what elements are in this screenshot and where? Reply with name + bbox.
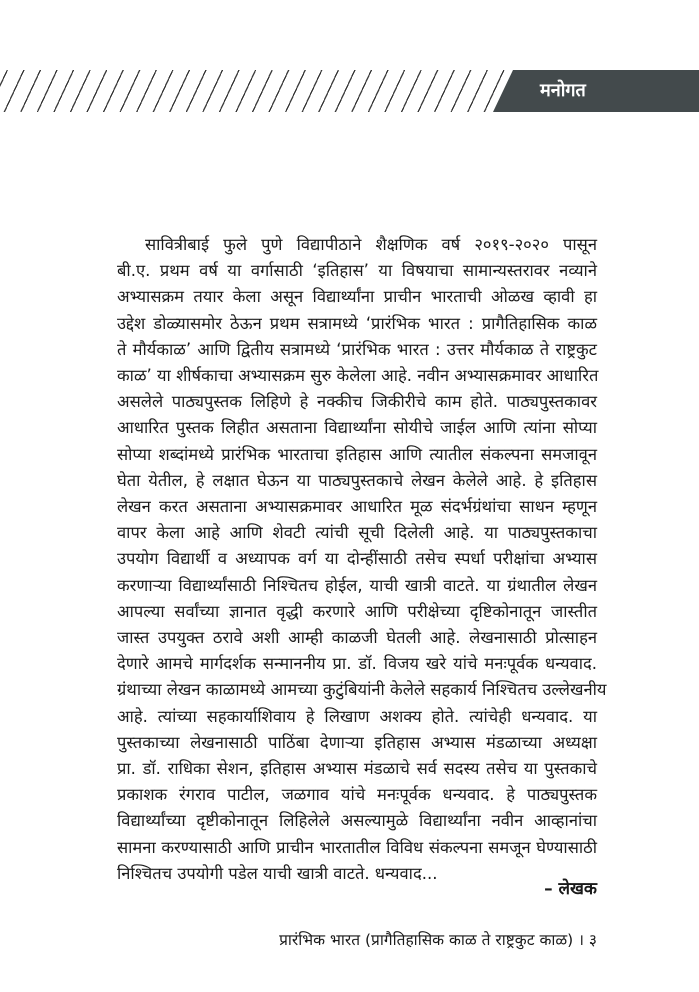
decorative-stripes: [0, 70, 520, 112]
paragraph-line: उद्देश डोळ्यासमोर ठेऊन प्रथम सत्रामध्ये ‘प्रारंभिक भारत : प्रागैतिहासिक काळ: [117, 313, 597, 333]
paragraph-line: प्रा. डॉ. राधिका सेशन, इतिहास अभ्यास मंडळाचे सर्व सदस्य तसेच या पुस्तकाचे: [117, 759, 597, 779]
paragraph-line: आधारित पुस्तक लिहीत असताना विद्यार्थ्यांना सोयीचे जाईल आणि त्यांना सोप्या: [117, 418, 597, 438]
paragraph-line: बी.ए. प्रथम वर्ष या वर्गासाठी ‘इतिहास’ या विषयाचा सामान्यस्तरावर नव्याने: [117, 261, 597, 281]
paragraph-line: ते मौर्यकाळ’ आणि द्वितीय सत्रामध्ये ‘प्रारंभिक भारत : उत्तर मौर्यकाळ ते राष्ट्रकुट: [117, 339, 597, 359]
paragraph-line: पुस्तकाच्या लेखनासाठी पाठिंबा देणाऱ्या इतिहास अभ्यास मंडळाच्या अध्यक्षा: [117, 732, 597, 752]
paragraph-line: करणाऱ्या विद्यार्थ्यांसाठी निश्चितच होईल, याची खात्री वाटते. या ग्रंथातील लेखन: [117, 575, 597, 595]
paragraph-line: आपल्या सर्वांच्या ज्ञानात वृद्धी करणारे आणि परीक्षेच्या दृष्टिकोनातून जास्तीत: [117, 601, 597, 621]
page-footer: प्रारंभिक भारत (प्रागैतिहासिक काळ ते राष्ट्रकुट काळ) । ३: [279, 931, 597, 949]
paragraph-line: अभ्यासक्रम तयार केला असून विद्यार्थ्यांना प्राचीन भारताची ओळख व्हावी हा: [117, 287, 597, 307]
paragraph-line: सावित्रीबाई फुले पुणे विद्यापीठाने शैक्षणिक वर्ष २०१९-२०२० पासून: [145, 235, 597, 254]
paragraph-line: उपयोग विद्यार्थी व अध्यापक वर्ग या दोन्हींसाठी तसेच स्पर्धा परीक्षांचा अभ्यास: [117, 549, 597, 569]
paragraph-line: वापर केला आहे आणि शेवटी त्यांची सूची दिलेली आहे. या पाठ्यपुस्तकाचा: [117, 523, 597, 543]
author-signature: – लेखक: [544, 879, 597, 899]
section-banner: [493, 70, 699, 112]
paragraph-line: जास्त उपयुक्त ठरावे अशी आम्ही काळजी घेतली आहे. लेखनासाठी प्रोत्साहन: [117, 628, 597, 648]
preface-body: [117, 232, 607, 887]
paragraph-line: लेखन करत असताना अभ्यासक्रमावर आधारित मूळ संदर्भग्रंथांचा साधन म्हणून: [117, 497, 597, 517]
paragraph-line: निश्चितच उपयोगी पडेल याची खात्री वाटते. धन्यवाद...: [117, 863, 438, 883]
paragraph-line: सोप्या शब्दांमध्ये प्रारंभिक भारताचा इतिहास आणि त्यातील संकल्पना समजावून: [117, 444, 597, 464]
paragraph-line: देणारे आमचे मार्गदर्शक सन्माननीय प्रा. डॉ. विजय खरे यांचे मनःपूर्वक धन्यवाद.: [117, 654, 597, 674]
paragraph-line: आहे. त्यांच्या सहकार्याशिवाय हे लिखाण अशक्य होते. त्यांचेही धन्यवाद. या: [117, 706, 597, 726]
section-title: मनोगत: [540, 80, 586, 101]
paragraph-line: काळ’ या शीर्षकाचा अभ्यासक्रम सुरु केलेला आहे. नवीन अभ्यासक्रमावर आधारित: [117, 366, 599, 386]
paragraph-line: घेता येतील, हे लक्षात घेऊन या पाठ्यपुस्तकाचे लेखन केलेले आहे. हे इतिहास: [117, 470, 597, 490]
paragraph-line: ग्रंथाच्या लेखन काळामध्ये आमच्या कुटुंबियांनी केलेले सहकार्य निश्चितच उल्लेखनीय: [117, 680, 607, 700]
paragraph-line: विद्यार्थ्यांच्या दृष्टीकोनातून लिहिलेले असल्यामुळे विद्यार्थ्यांना नवीन आव्हानांचा: [117, 811, 597, 831]
paragraph-line: असलेले पाठ्यपुस्तक लिहिणे हे नक्कीच जिकीरीचे काम होते. पाठ्यपुस्तकावर: [117, 392, 597, 412]
paragraph-line: सामना करण्यासाठी आणि प्राचीन भारतातील विविध संकल्पना समजून घेण्यासाठी: [117, 837, 597, 857]
paragraph-line: प्रकाशक रंगराव पाटील, जळगाव यांचे मनःपूर्वक धन्यवाद. हे पाठ्यपुस्तक: [117, 785, 597, 805]
